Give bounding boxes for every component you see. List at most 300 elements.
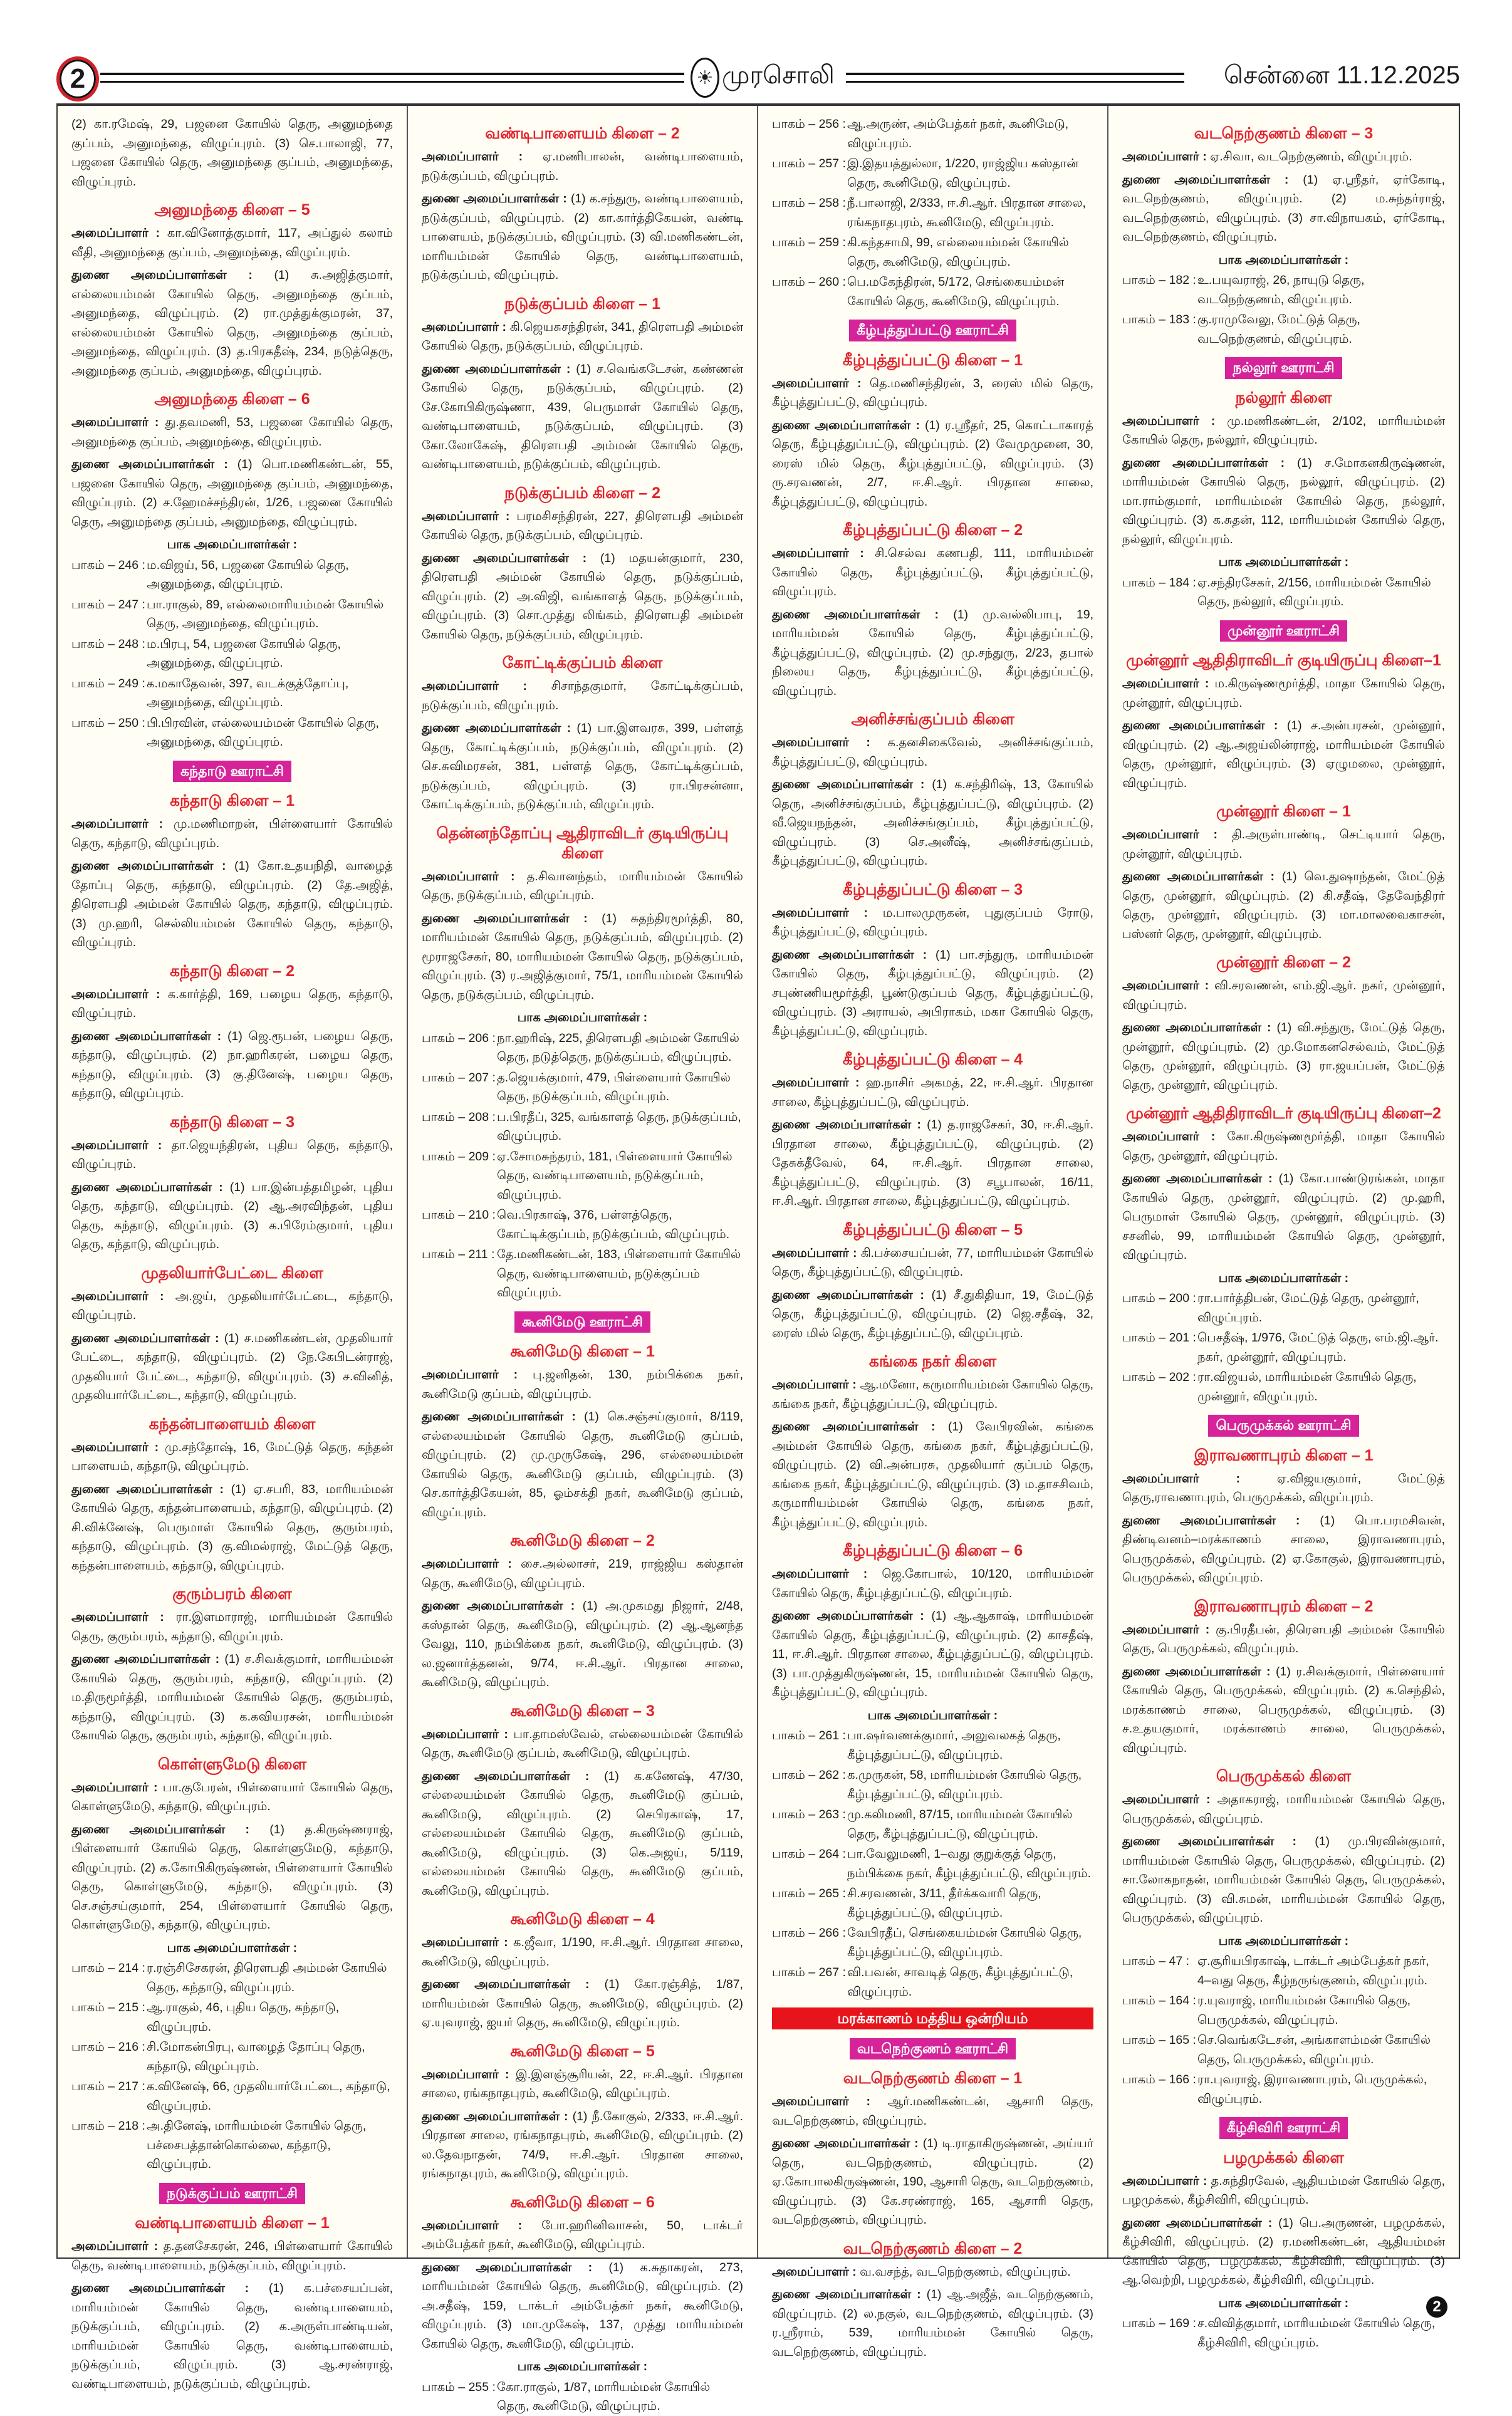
booth-number-value: 166 [1169,2073,1190,2086]
booth-number: பாகம் – 246 : [71,558,145,572]
booth-number-value: 164 [1169,1994,1190,2007]
branch-heading: வண்டிபாளையம் கிளை – 1 [135,2214,330,2232]
entry-text: மு.சந்தோஷ், 16, மேட்டுத் தெரு, கந்தன் பாளையம், கந்தாடு, விழுப்புரம். [71,1440,393,1473]
branch-heading: வடநெற்குணம் கிளை – 1 [843,2070,1023,2087]
organiser-entry [71,1608,393,1646]
booth-prefix: பாகம் – [1122,1994,1166,2007]
organiser-label: அமைப்பாளர் : [1122,1793,1211,1806]
entry-text: ஆ.மனோ, கருமாரியம்மன் கோயில் தெரு, கங்கை நகர், கீழ்புத்துப்பட்டு, விழுப்புரம். [772,1378,1093,1411]
booth-prefix: பாகம் – [71,637,115,651]
panchayat-label: கந்தாடு ஊராட்சி [173,761,291,783]
entry-text: பு.ஜனிதன், 130, நம்பிக்கை நகர், கூனிமேடு குப்பம், விழுப்புரம். [422,1368,743,1401]
masthead-title: முரசொலி [722,61,835,89]
deputy-organisers-entry [422,549,743,645]
deputy-organisers-entry [772,945,1093,1041]
booth-organiser-entry [422,1108,743,1146]
deputy-organisers-entry [772,775,1093,871]
booth-organiser-entry [772,1726,1093,1764]
organiser-label: அமைப்பாளர் : [422,320,506,334]
organiser-label: அமைப்பாளர் : [772,546,864,560]
entry-text: ஏ.மணிபாலன், வண்டிபாளையம், நடுக்குப்பம், விழுப்புரம். [422,150,743,183]
deputy-organisers-entry [1122,1662,1445,1758]
booth-organiser-text: பா.ராகுல், 89, எல்லைமாரியம்மன் கோயில் தெரு, அனுமந்தை, விழுப்புரம். [147,597,384,630]
organiser-label: அமைப்பாளர் : [772,1246,857,1260]
branch-heading: கீழ்புத்துப்பட்டு கிளை – 3 [842,880,1023,898]
branch-heading: கூனிமேடு கிளை – 3 [510,1702,655,1720]
union-banner: மரக்காணம் மத்திய ஒன்றியம் [772,2007,1093,2029]
organiser-entry [422,2216,743,2254]
entry-text: (1) த.ராஜசேகர், 30, ஈ.சி.ஆர். பிரதான சாலை, கீழ்புத்துப்பட்டு, விழுப்புரம். (2) தேசுக்தீவேல், 64, ஈ.சி.ஆர். பிரதான சாலை, கீழ்புத்துப்பட்டு, விழுப்புரம். (3) சபூபாலன், 16/11, ஈ.சி.ஆர். பிரதான சாலை, கீழ்புத்துப்பட்டு, விழுப்புரம். [772,1118,1093,1208]
booth-organiser-entry [1122,573,1445,612]
branch-heading: கூனிமேடு கிளை – 6 [510,2193,655,2211]
booth-prefix: பாகம் – [772,1808,816,1821]
booth-number: பாகம் – 166 : [1122,2073,1196,2086]
booth-organiser-text: ப.பிரதீப், 325, வங்காளத் தெரு, நடுக்குப்பம், விழுப்புரம். [497,1110,741,1143]
booth-prefix: பாகம் – [1122,1370,1166,1384]
entry-text: (1) ச.வெங்கடேசன், கண்ணன் கோயில் தெரு, நடுக்குப்பம், விழுப்புரம். (2) சே.கோபிகிருஷ்ணா, 439, பெருமாள் கோயில் தெரு, வண்டிபாளையம், நடுக்குப்பம், விழுப்புரம். (3) கோ.லோகேஷ், திரௌபதி அம்மன் கோயில் தெரு, வண்டிபாளையம், நடுக்குப்பம், விழுப்புரம். [422,362,744,471]
booth-prefix: பாகம் – [422,1031,466,1045]
branch-heading: வடநெற்குணம் கிளை – 2 [843,2239,1023,2257]
booth-prefix: பாகம் – [71,597,115,612]
organiser-entry [1122,412,1445,450]
booth-number: பாகம் – 260 : [772,275,846,289]
organiser-label: அமைப்பாளர் : [422,150,523,164]
branch-heading: கூனிமேடு கிளை – 5 [510,2042,655,2060]
organiser-label: அமைப்பாளர் : [1122,1130,1216,1143]
panchayat-label: கூனிமேடு ஊராட்சி [514,1311,650,1333]
booth-organiser-entry [772,1884,1093,1922]
booth-organiser-entry [422,1245,743,1303]
panchayat-label: நல்லூர் ஊராட்சி [1225,357,1342,379]
branch-heading: தென்னந்தோப்பு ஆதிராவிடர் குடியிருப்பு கிளை [436,824,729,862]
deputy-organisers-label: துணை அமைப்பாளர்கள் : [422,1977,590,1991]
booth-number: பாகம் – 182 : [1122,273,1196,287]
branch-heading: பழமுக்கல் கிளை [1223,2148,1344,2167]
booth-number: பாகம் – 200 : [1122,1291,1196,1305]
booth-prefix: பாகம் – [1122,2033,1166,2047]
rising-sun-emblem-icon: ☀ [691,58,719,98]
branch-heading: கங்கை நகர் கிளை [868,1353,997,1370]
branch-heading: நடுக்குப்பம் கிளை – 1 [504,294,661,313]
column-3 [758,106,1108,2359]
entry-text: கி.ஜெயசுசந்திரன், 341, திரௌபதி அம்மன் கோயில் தெரு, நடுக்குப்பம், விழுப்புரம். [422,320,743,353]
booth-number: பாகம் – 218 : [71,2119,145,2133]
entry-text: (1) கெ.சஞ்சய்குமார், 8/119, எல்லையம்மன் கோயில் தெரு, கூனிமேடு குப்பம், விழுப்புரம். (2) மு.முருகேஷ், 296, எல்லையம்மன் கோயில் தெரு, கூனிமேடு குப்பம், விழுப்புரம். (3) செ.கார்த்திகேயன், 85, ஓம்சக்தி நகர், கூனிமேடு குப்பம், விழுப்புரம். [422,1410,743,1519]
deputy-organisers-label: துணை அமைப்பாளர்கள் : [772,607,939,622]
deputy-organisers-entry [1122,2214,1445,2290]
branch-heading: பெருமுக்கல் கிளை [1216,1768,1352,1785]
branch-heading: கீழ்புத்துப்பட்டு கிளை – 4 [842,1051,1023,1068]
organiser-entry [1122,1469,1445,1507]
organiser-label: அமைப்பாளர் : [422,1368,518,1382]
booth-organiser-text: ஏ.சூரியபிரகாஷ், டாக்டர் அம்பேத்கர் நகர், 4–வது தெரு, கீழ்நருங்குணம், விழுப்புரம். [1197,1954,1429,1987]
booth-number: பாகம் – 214 : [71,1961,145,1975]
booth-organiser-entry [1122,1952,1445,1990]
entry-text: (1) கோ.உதயநிதி, வாழைத் தோப்பு தெரு, கந்தாடு, விழுப்புரம். (2) தே.அஜித், திரௌபதி அம்மன் கோயில் தெரு, கந்தாடு, விழுப்புரம். (3) மு.ஹரி, செல்லியம்மன் கோயில் தெரு, கந்தாடு, விழுப்புரம். [71,859,393,949]
booth-organiser-text: கோ.ராகுல், 1/87, மாரியம்மன் கோயில் தெரு, கூனிமேடு, விழுப்புரம். [497,2380,711,2413]
booth-number: பாகம் – 216 : [71,2040,145,2054]
booth-organiser-entry [71,714,393,752]
entry-text: சிசாந்தகுமார், கோட்டிக்குப்பம், நடுக்குப்பம், விழுப்புரம். [422,679,743,712]
entry-text: (1) ச.மோகனகிருஷ்ணன், மாரியம்மன் கோயில் தெரு, நல்லூர், விழுப்புரம். (2) மா.ராம்குமார், மாரியம்மன் கோயில் தெரு, நல்லூர், விழுப்புரம். (3) க.சுதன், 112, மாரியம்மன் கோயில் தெரு, நல்லூர், விழுப்புரம். [1122,456,1445,546]
booth-organiser-entry [1122,2314,1445,2352]
booth-number-value: 165 [1169,2033,1190,2047]
deputy-organisers-entry [71,1820,393,1935]
branch-heading: நல்லூர் கிளை [1235,388,1332,407]
entry-text: (1) க.சந்திரிஷ், 13, கோயில் தெரு, அனிச்சங்குப்பம், கீழ்புத்துப்பட்டு, விழுப்புரம். (2) வீ.ஜெயநந்தன், அனிச்சங்குப்பம், கீழ்புத்துப்பட்டு, விழுப்புரம். (3) செ.அனீஷ், அனிச்சங்குப்பம், கீழ்புத்துப்பட்டு, விழுப்புரம். [772,778,1093,868]
booth-number-value: 210 [468,1208,489,1222]
booth-number-value: 248 [118,637,139,651]
deputy-organisers-label: துணை அமைப்பாளர்கள் : [422,551,587,565]
booth-prefix: பாகம் – [71,676,115,690]
deputy-organisers-label: துணை அமைப்பாளர்கள் : [772,1609,924,1623]
booth-prefix: பாகம் – [772,117,816,131]
edition-date: சென்னை 11.12.2025 [1223,61,1460,89]
booth-number-value: 214 [118,1961,139,1975]
deputy-organisers-entry [772,416,1093,512]
organiser-label: அமைப்பாளர் : [1122,150,1207,164]
booth-prefix: பாகம் – [1122,1331,1166,1345]
booth-number: பாகம் – 261 : [772,1729,846,1742]
booth-organiser-text: பி.பிரவின், எல்லையம்மன் கோயில் தெரு, அனுமந்தை, விழுப்புரம். [147,716,379,749]
booth-prefix: பாகம் – [71,716,115,730]
entry-text: (1) மதயன்குமார், 230, திரௌபதி அம்மன் கோயில் தெரு, நடுக்குப்பம், விழுப்புரம். (2) அ.விஜி, வங்காளத் தெரு, நடுக்குப்பம், விழுப்புரம். (3) சொ.முத்து லிங்கம், திரௌபதி அம்மன் கோயில் தெரு, நடுக்குப்பம், விழுப்புரம். [422,551,744,642]
deputy-organisers-entry [1122,1832,1445,1928]
entry-text: தா.ஜெயந்திரன், புதிய தெரு, கந்தாடு, விழுப்புரம். [71,1138,393,1171]
booth-organiser-entry [772,1963,1093,2001]
booth-number-value: 247 [118,597,139,612]
entry-text: (1) ச.அன்பரசன், முன்னூர், விழுப்புரம். (2) ஆ.அஜய்லின்ராஜ், மாரியம்மன் கோயில் தெரு, முன்னூர், விழுப்புரம். (3) ஏழுமலை, முன்னூர், விழுப்புரம். [1122,719,1445,790]
booth-organiser-text: ச.விவித்குமார், மாரியம்மன் கோயில் தெரு, கீழ்சிவிரி, விழுப்புரம். [1197,2316,1436,2350]
booth-organiser-text: சி.மோகன்பிரபு, வாழைத் தோப்பு தெரு, கந்தாடு, விழுப்புரம். [147,2040,365,2073]
deputy-organisers-entry [772,1286,1093,1343]
booth-organiser-text: ர.யுவராஜ், மாரியம்மன் கோயில் தெரு, பெருமுக்கல், விழுப்புரம். [1197,1994,1411,2027]
booth-organiser-entry [422,1068,743,1106]
branch-heading: வடநெற்குணம் கிளை – 3 [1194,125,1374,142]
booth-organiser-entry [772,1766,1093,1804]
organiser-entry [422,867,743,905]
booth-prefix: பாகம் – [422,1070,466,1085]
deputy-organisers-entry [1122,716,1445,793]
booth-number-value: 260 [818,275,840,289]
booth-number-value: 265 [818,1887,840,1900]
entry-text: த.சிவானந்தம், மாரியம்மன் கோயில் தெரு, நடுக்குப்பம், விழுப்புரம். [422,869,743,902]
booth-prefix: பாகம் – [71,558,115,572]
entry-text: வ.வசந்த், வடநெற்குணம், விழுப்புரம். [860,2264,1071,2279]
deputy-organisers-entry [1122,1169,1445,1265]
booth-number: பாகம் – 255 : [422,2380,496,2394]
booth-number: பாகம் – 201 : [1122,1331,1196,1345]
booth-number-value: 249 [118,676,139,690]
entry-text: (1) பெ.அருணன், பழமுக்கல், கீழ்சிவிரி, விழுப்புரம். (2) ர.மணிகண்டன், ஆதியம்மன் கோயில் தெரு, பழமுக்கல், கீழ்சிவிரி, விழுப்புரம். (3) ஆ.வெற்றி, பழமுக்கல், கீழ்சிவிரி, விழுப்புரம். [1122,2216,1445,2287]
booth-organiser-text: க.முருகன், 58, மாரியம்மன் கோயில் தெரு, கீழ்புத்துப்பட்டு, விழுப்புரம். [847,1768,1082,1801]
organiser-entry [71,2237,393,2275]
entry-text: (1) ச.மணிகண்டன், முதலியார் பேட்டை, கந்தாடு, விழுப்புரம். (2) நே.கேபிடன்ராஜ், முதலியார் பேட்டை, கந்தாடு, விழுப்புரம். (3) ச.வினித், முதலியார்பேட்டை, கந்தாடு, விழுப்புரம். [71,1331,394,1402]
organiser-entry [71,1287,393,1325]
deputy-organisers-label: துணை அமைப்பாளர்கள் : [71,268,253,282]
organiser-label: அமைப்பாளர் : [71,1138,162,1152]
entry-text: க.கார்த்தி, 169, பழைய தெரு, கந்தாடு, விழுப்புரம். [71,987,393,1020]
branch-heading: குரும்பரம் கிளை [172,1585,292,1603]
organiser-entry [772,1244,1093,1282]
deputy-organisers-entry [422,2107,743,2184]
entry-text: (1) மு.வல்லிபாபு, 19, மாரியம்மன் கோயில் தெரு, கீழ்புத்துப்பட்டு, கீழ்புத்துப்பட்டு, விழுப்புரம். (2) மு.சந்துரு, 2/23, தபால் நிலைய தெரு, கீழ்புத்துப்பட்டு, கீழ்புத்துப்பட்டு, விழுப்புரம். [772,607,1093,698]
organiser-entry [71,413,393,451]
branch-heading: கீழ்புத்துப்பட்டு கிளை – 1 [842,351,1023,369]
booth-organisers-heading: பாக அமைப்பாளர்கள் : [1218,1934,1349,1948]
organiser-label: அமைப்பாளர் : [772,2264,857,2279]
entry-text: (1) பா.இன்பத்தமிழன், புதிய தெரு, கந்தாடு, விழுப்புரம். (2) ஆ.அரவிந்தன், புதிய தெரு, கந்தாடு, விழுப்புரம். (3) க.பிரேம்குமார், புதிய தெரு, கந்தாடு, விழுப்புரம். [71,1180,394,1251]
booth-prefix: பாகம் – [772,157,816,170]
booth-number-value: 257 [818,157,840,170]
booth-organisers-heading: பாக அமைப்பாளர்கள் : [167,538,298,551]
booth-organiser-text: வேபிரதீப், செங்கையம்மன் கோயில் தெரு, கீழ்புத்துப்பட்டு, விழுப்புரம். [847,1926,1082,1959]
branch-heading: கூனிமேடு கிளை – 4 [510,1910,655,1928]
entry-text: தெ.மணிசந்திரன், 3, ரைஸ் மில் தெரு, கீழ்புத்துப்பட்டு, விழுப்புரம். [772,376,1093,409]
booth-organiser-entry [1122,310,1445,348]
article-body [56,103,1460,2413]
deputy-organisers-label: துணை அமைப்பாளர்கள் : [772,1288,924,1302]
booth-prefix: பாகம் – [1122,575,1166,590]
booth-number-value: 202 [1169,1370,1190,1384]
organiser-label: அமைப்பாளர் : [422,2218,523,2232]
organiser-label: அமைப்பாளர் : [772,1076,860,1090]
booth-number: பாகம் – 215 : [71,2001,145,2014]
deputy-organisers-entry [422,1407,743,1522]
deputy-organisers-label: துணை அமைப்பாளர்கள் : [71,1331,219,1345]
booth-organiser-entry [422,1029,743,1067]
entry-text: கோ.கிருஷ்ணமூர்த்தி, மாதா கோயில் தெரு, முன்னூர், விழுப்புரம். [1122,1130,1445,1163]
branch-heading: வண்டிபாளையம் கிளை – 2 [485,125,680,142]
booth-organiser-entry [1122,271,1445,309]
deputy-organisers-entry [71,2279,393,2393]
booth-number-value: 169 [1169,2316,1190,2330]
entry-text: அ.ஜய், முதலியார்பேட்டை, கந்தாடு, விழுப்புரம். [71,1289,393,1322]
organiser-entry [422,318,743,356]
organiser-entry [422,677,743,715]
booth-organiser-text: கு.ராமுவேலு, மேட்டுத் தெரு, வடநெற்குணம், விழுப்புரம். [1197,313,1360,346]
deputy-organisers-label: துணை அமைப்பாளர்கள் : [71,1822,249,1836]
deputy-organisers-entry [422,1767,743,1901]
booth-number: பாகம் – 183 : [1122,313,1196,326]
booth-organiser-text: அ.தினேஷ், மாரியம்மன் கோயில் தெரு, பச்சைபத்தான்கொல்லை, கந்தாடு, விழுப்புரம். [147,2119,367,2171]
booth-number-value: 216 [118,2040,139,2054]
booth-organiser-text: க.மகாதேவன், 397, வடக்குத்தோப்பு, அனுமந்தை, விழுப்புரம். [147,676,349,709]
booth-organiser-text: ரா.புவராஜ், இராவணாபுரம், பெருமுக்கல், விழுப்புரம். [1197,2073,1427,2106]
continued-text: (2) கா.ரமேஷ், 29, பஜனை கோயில் தெரு, அனுமந்தை குப்பம், அனுமந்தை, விழுப்புரம். (3) செ.பாலாஜி, 77, பஜனை கோயில் தெரு, அனுமந்தை குப்பம், அனுமந்தை, விழுப்புரம். [71,117,393,189]
booth-organiser-text: ஆ.ராகுல், 46, புதிய தெரு, கந்தாடு, விழுப்புரம். [147,2001,340,2034]
booth-number: பாகம் – 263 : [772,1808,846,1821]
organiser-label: அமைப்பாளர் : [772,2095,870,2108]
entry-text: மு.மணிகண்டன், 2/102, மாரியம்மன் கோயில் தெரு, நல்லூர், விழுப்புரம். [1122,414,1445,447]
entry-text: ஹ.நாசிர் அகமத், 22, ஈ.சி.ஆர். பிரதான சாலை, கீழ்புத்துப்பட்டு, விழுப்புரம். [772,1076,1093,1109]
entry-text: க.தனசிகைவேல், அனிச்சங்குப்பம், கீழ்புத்துப்பட்டு, விழுப்புரம். [772,736,1093,769]
booth-prefix: பாகம் – [1122,273,1166,287]
booth-prefix: பாகம் – [772,275,816,289]
organiser-entry [772,2262,1093,2282]
booth-number: பாகம் – 165 : [1122,2033,1196,2047]
booth-organiser-text: சி.சரவணன், 3/11, தீர்க்கவாரி தெரு, கீழ்புத்துப்பட்டு, விழுப்புரம். [847,1887,1041,1920]
booth-organiser-text: பா.ஷர்வணக்குமார், அலுவலகத் தெரு, கீழ்புத்துப்பட்டு, விழுப்புரம். [847,1729,1061,1762]
organiser-entry [1122,147,1445,167]
column-2 [408,106,758,2413]
booth-organisers-heading: பாக அமைப்பாளர்கள் : [517,2360,648,2373]
organiser-entry [772,374,1093,412]
branch-heading: கொள்ளுமேடு கிளை [157,1755,307,1773]
organiser-label: அமைப்பாளர் : [71,2239,158,2253]
entry-text: (1) நீ.கோகுல், 2/333, ஈ.சி.ஆர். பிரதான சாலை, ரங்கநாதபுரம், கூனிமேடு, விழுப்புரம். (2) ல.தேவநாதன், 74/9, ஈ.சி.ஆர். பிரதான சாலை, ரங்கநாதபுரம், கூனிமேடு, விழுப்புரம். [422,2109,743,2180]
deputy-organisers-label: துணை அமைப்பாளர்கள் : [772,2137,919,2150]
branch-heading: கீழ்புத்துப்பட்டு கிளை – 6 [842,1542,1023,1559]
booth-organiser-entry [772,194,1093,232]
entry-text: (1) ஏ.சபரி, 83, மாரியம்மன் கோயில் தெரு, கந்தன்பாளையம், கந்தாடு, விழுப்புரம். (2) சி.விக்னேஷ், பெருமாள் கோயில் தெரு, குரும்பரம், கந்தாடு, விழுப்புரம். (3) கு.விமல்ராஜ், மேட்டுத் தெரு, கந்தன்பாளையம், கந்தாடு, விழுப்புரம். [71,1482,393,1573]
organiser-label: அமைப்பாளர் : [71,1440,159,1454]
branch-heading: நடுக்குப்பம் கிளை – 2 [504,484,661,502]
deputy-organisers-label: துணை அமைப்பாளர்கள் : [1122,2216,1273,2230]
organiser-entry [71,224,393,262]
organiser-entry [422,1554,743,1593]
branch-heading: இராவணாபுரம் கிளை – 1 [1194,1446,1374,1464]
deputy-organisers-entry [422,1975,743,2033]
booth-number-value: 250 [118,716,139,730]
booth-organiser-text: ர.ரஞ்சிசேகரன், திரௌபதி அம்மன் கோயில் தெரு, கந்தாடு, விழுப்புரம். [147,1961,387,1994]
deputy-organisers-entry [1122,170,1445,247]
booth-organisers-heading: பாக அமைப்பாளர்கள் : [1218,253,1349,267]
deputy-organisers-entry [1122,454,1445,549]
booth-prefix: பாகம் – [1122,2073,1166,2086]
booth-organiser-entry [1122,1368,1445,1406]
deputy-organisers-entry [772,2285,1093,2361]
booth-number-value: 183 [1169,313,1190,326]
entry-text: (1) த.கிருஷ்ணராஜ், பிள்ளையார் கோயில் தெரு, கொள்ளுமேடு, கந்தாடு, விழுப்புரம். (2) க.கோபிகிருஷ்ணன், பிள்ளையார் கோயில் தெரு, கொள்ளுமேடு, கந்தாடு, விழுப்புரம். (3) செ.சஞ்சய்குமார், 254, பிள்ளையார் கோயில் தெரு, கொள்ளுமேடு, கந்தாடு, விழுப்புரம். [71,1822,393,1932]
entry-text: ம.பாலமுருகன், புதுகுப்பம் ரோடு, கீழ்புத்துப்பட்டு, விழுப்புரம். [772,905,1093,939]
booth-prefix: பாகம் – [772,236,816,249]
entry-text: (1) பா.சந்துரு, மாரியம்மன் கோயில் தெரு, கீழ்புத்துப்பட்டு, விழுப்புரம். (2) சபுண்ணியமூர்த்தி, பூண்டுகுப்பம் தெரு, கீழ்புத்துப்பட்டு, விழுப்புரம். (3) அராயல், அபிராகம், மகா கோயில் தெரு, கீழ்புத்துப்பட்டு, விழுப்புரம். [772,947,1093,1038]
page-number-badge: 2 [56,56,99,102]
booth-organiser-text: ம.பிரபு, 54, பஜனை கோயில் தெரு, அனுமந்தை, விழுப்புரம். [147,637,341,670]
branch-heading: கூனிமேடு கிளை – 1 [510,1343,655,1360]
booth-number-value: 207 [468,1070,489,1085]
booth-organisers-heading: பாக அமைப்பாளர்கள் : [167,1940,298,1955]
booth-organiser-entry [772,1845,1093,1883]
booth-organiser-text: ரா.பார்த்திபன், மேட்டுத் தெரு, முன்னூர், விழுப்புரம். [1197,1291,1419,1325]
booth-number: பாகம் – 208 : [422,1110,496,1124]
organiser-label: அமைப்பாளர் : [1122,414,1216,428]
branch-heading: முன்னூர் ஆதிதிராவிடர் குடியிருப்பு கிளை–1 [1126,652,1441,669]
entry-text: கு.பிரதீபன், திரௌபதி அம்மன் கோயில் தெரு, பெருமுக்கல், விழுப்புரம். [1122,1622,1445,1655]
booth-organiser-entry [71,2038,393,2076]
entry-text: (1) மு.பிரவின்குமார், மாரியம்மன் கோயில் தெரு, பெருமுக்கல், விழுப்புரம். (2) சா.லோகநாதன், மாரியம்மன் கோயில் தெரு, பெருமுக்கல், விழுப்புரம். (3) வி.சுமன், மாரியம்மன் கோயில் தெரு, பெருமுக்கல், விழுப்புரம். [1122,1835,1445,1925]
booth-prefix: பாகம் – [422,1149,466,1164]
booth-prefix: பாகம் – [1122,2316,1166,2330]
booth-number: பாகம் – 247 : [71,597,145,612]
booth-prefix: பாகம் – [772,1926,816,1940]
booth-number: பாகம் – 264 : [772,1847,846,1861]
organiser-entry [772,2092,1093,2130]
column-4 [1108,106,1459,2350]
entry-text: போ.ஹரினிவாசன், 50, டாக்டர் அம்பேத்கர் நகர், கூனிமேடு, விழுப்புரம். [422,2218,743,2251]
booth-number: பாகம் – 164 : [1122,1994,1196,2007]
deputy-organisers-entry [1122,1511,1445,1588]
booth-organiser-text: ரா.விஜயல், மாரியம்மன் கோயில் தெரு, முன்னூர், விழுப்புரம். [1197,1370,1417,1403]
organiser-entry [1122,825,1445,863]
booth-organiser-text: தே.மணிகண்டன், 183, பிள்ளையார் கோயில் தெரு, வண்டிபாளையம், நடுக்குப்பம் விழுப்புரம். [497,1247,741,1299]
booth-number: பாகம் – 209 : [422,1149,496,1164]
booth-number: பாகம் – 250 : [71,716,145,730]
organiser-label: அமைப்பாளர் : [1122,1471,1240,1486]
deputy-organisers-label: துணை அமைப்பாளர்கள் : [772,947,927,962]
deputy-organisers-label: துணை அமைப்பாளர்கள் : [422,721,571,735]
booth-organiser-text: பெ.மகேந்திரன், 5/172, செங்கையம்மன் கோயில் தெரு, கூனிமேடு, விழுப்புரம். [847,275,1065,308]
branch-heading: கந்தாடு கிளை – 2 [169,962,295,980]
organiser-label: அமைப்பாளர் : [422,1727,508,1741]
entry-text: கா.வினோத்குமார், 117, அப்துல் கலாம் வீதி, அனுமந்தை குப்பம், அனுமந்தை, விழுப்புரம். [71,226,393,259]
entry-text: சை.அல்லாசர், 219, ராஜ்ஜிய கஸ்தான் தெரு, கூனிமேடு, விழுப்புரம். [422,1557,743,1590]
branch-heading: கீழ்புத்துப்பட்டு கிளை – 5 [842,1221,1023,1239]
booth-prefix: பாகம் – [71,2119,115,2133]
booth-prefix: பாகம் – [772,1887,816,1900]
organiser-label: அமைப்பாளர் : [71,1289,164,1303]
booth-number-value: 208 [468,1110,489,1124]
entry-text: கி.பச்சையப்பன், 77, மாரியம்மன் கோயில் தெரு, கீழ்புத்துப்பட்டு, விழுப்புரம். [772,1246,1093,1279]
panchayat-label: வடநெற்குணம் ஊராட்சி [850,2038,1016,2060]
organiser-label: அமைப்பாளர் : [772,1567,868,1581]
organiser-label: அமைப்பாளர் : [1122,1622,1210,1637]
booth-prefix: பாகம் – [772,1847,816,1861]
booth-organisers-heading: பாக அமைப்பாளர்கள் : [1218,2296,1349,2310]
deputy-organisers-label: துணை அமைப்பாளர்கள் : [1122,1172,1273,1185]
entry-text: (1) கோ.ரஞ்சித், 1/87, மாரியம்மன் கோயில் தெரு, கூனிமேடு, விழுப்புரம். (2) ஏ.யுவராஜ், ஐயர் தெரு, கூனிமேடு, விழுப்புரம். [422,1977,743,2029]
deputy-organisers-label: துணை அமைப்பாளர்கள் : [422,1599,575,1613]
organiser-entry [1122,1127,1445,1165]
entry-text: (1) பா.இளவரசு, 399, பள்ளத் தெரு, கோட்டிக்குப்பம், நடுக்குப்பம், விழுப்புரம். (2) செ.சுவிமரசன், 381, பள்ளத் தெரு, கோட்டிக்குப்பம், நடுக்குப்பம், விழுப்புரம். (3) ரா.பிரசன்னா, கோட்டிக்குப்பம், நடுக்குப்பம், விழுப்புரம். [422,721,744,811]
entry-text: (1) அ.முகமது நிஜார், 2/48, கஸ்தான் தெரு, கூனிமேடு, விழுப்புரம். (2) ஆ.ஆனந்த வேலு, 110, நம்பிக்கை நகர், கூனிமேடு, விழுப்புரம். (3) ல.ஜனார்த்தனன், 9/74, ஈ.சி.ஆர். பிரதான சாலை, கூனிமேடு, விழுப்புரம். [422,1599,743,1689]
booth-organiser-entry [71,635,393,673]
branch-heading: அனுமந்தை கிளை – 5 [154,201,310,219]
booth-number-value: 262 [818,1768,840,1782]
organiser-label: அமைப்பாளர் : [1122,2174,1207,2188]
booth-organisers-heading: பாக அமைப்பாளர்கள் : [517,1011,648,1024]
organiser-entry [772,1073,1093,1112]
booth-organiser-entry [71,1959,393,1997]
booth-organisers-heading: பாக அமைப்பாளர்கள் : [1218,555,1349,569]
booth-organiser-text: வெ.பிரகாஷ், 376, பள்ளத்தெரு, கோட்டிக்குப்பம், நடுக்குப்பம், விழுப்புரம். [497,1208,730,1241]
deputy-organisers-label: துணை அமைப்பாளர்கள் : [71,1029,222,1043]
booth-organiser-entry [71,2117,393,2174]
organiser-entry [71,1136,393,1174]
deputy-organisers-label: துணை அமைப்பாளர்கள் : [1122,456,1285,470]
entry-text: (1) பொ.மணிகண்டன், 55, பஜனை கோயில் தெரு, அனுமந்தை குப்பம், அனுமந்தை, விழுப்புரம். (2) ச.ஹேமச்சந்திரன், 1/26, பஜனை கோயில் தெரு, அனுமந்தை குப்பம், அனுமந்தை, விழுப்புரம். [71,457,393,529]
deputy-organisers-label: துணை அமைப்பாளர்கள் : [772,2288,921,2301]
entry-text: பா.குபேரன், பிள்ளையார் கோயில் தெரு, கொள்ளுமேடு, கந்தாடு, விழுப்புரம். [71,1780,393,1813]
booth-organiser-text: த.ஜெயக்குமார், 479, பிள்ளையார் கோயில் தெரு, நடுக்குப்பம், விழுப்புரம். [497,1070,731,1103]
booth-number: பாகம் – 210 : [422,1208,496,1222]
booth-prefix: பாகம் – [772,1768,816,1782]
organiser-label: அமைப்பாளர் : [71,415,159,429]
organiser-entry [772,544,1093,601]
entry-text: க.ஜீவா, 1/190, ஈ.சி.ஆர். பிரதான சாலை, கூனிமேடு, விழுப்புரம். [422,1935,743,1969]
entry-text: (1) பொ.பரமசிவன், திண்டிவனம்–மரக்காணம் சாலை, இராவணாபுரம், பெருமுக்கல், விழுப்புரம். (2) ஏ.கோகுல், இராவணாபுரம், பெருமுக்கல், விழுப்புரம். [1122,1513,1445,1585]
booth-organiser-text: ஏ.சோமசுந்தரம், 181, பிள்ளையார் கோயில் தெரு, வண்டிபாளையம், நடுக்குப்பம், விழுப்புரம். [497,1149,733,1202]
deputy-organisers-entry [71,1480,393,1576]
deputy-organisers-entry [1122,1018,1445,1095]
organiser-entry [71,1778,393,1816]
booth-prefix: பாகம் – [1122,1954,1166,1968]
entry-text: (1) ஆ.அஜீத், வடநெற்குணம், விழுப்புரம். (2) ல.நகுல், வடநெற்குணம், விழுப்புரம். (3) ர.ஸ்ரீராம், 539, மாரியம்மன் கோயில் தெரு, வடநெற்குணம், விழுப்புரம். [772,2288,1093,2359]
booth-organiser-text: வி.பவன், சாவடித் தெரு, கீழ்புத்துப்பட்டு, விழுப்புரம். [847,1966,1073,1999]
entry-text: (1) க.பச்சையப்பன், மாரியம்மன் கோயில் தெரு, வண்டிபாளையம், நடுக்குப்பம், விழுப்புரம். (2) க.அருள்பாண்டியன், மாரியம்மன் கோயில் தெரு, வண்டிபாளையம், நடுக்குப்பம், விழுப்புரம். (3) ஆ.சரண்ராஜ், வண்டிபாளையம், நடுக்குப்பம், விழுப்புரம். [71,2281,393,2391]
branch-heading: கூனிமேடு கிளை – 2 [510,1532,655,1549]
